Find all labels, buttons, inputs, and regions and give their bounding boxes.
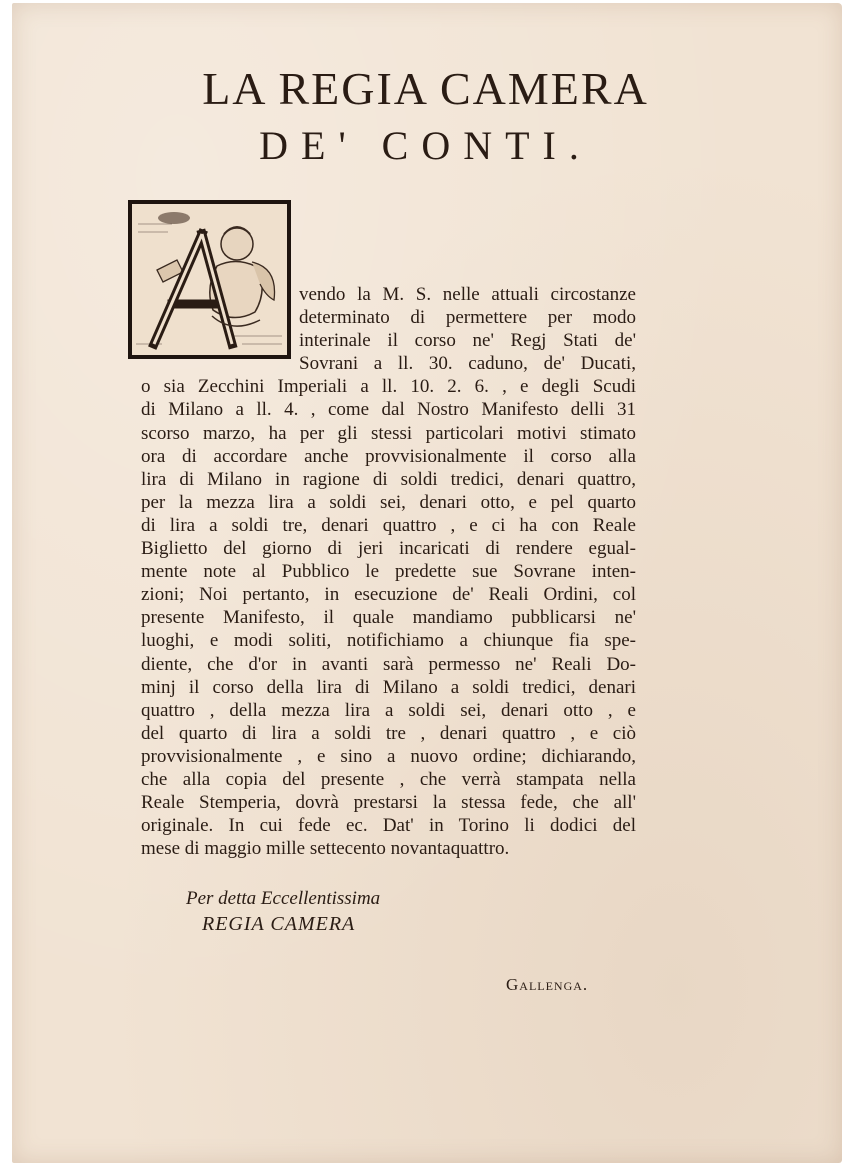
body-line: di lira a soldi tre, denari quattro , e ci ha con Reale <box>141 514 636 536</box>
body-line: ora di accordare anche provvisionalmente il corso alla <box>141 445 636 467</box>
body-line: lira di Milano in ragione di soldi tredici, denari quattro, <box>141 468 636 490</box>
body-line: minj il corso della lira di Milano a soldi tredici, denari <box>141 676 636 698</box>
document-subtitle: DE' CONTI. <box>259 123 592 168</box>
body-line: quattro , della mezza lira a soldi sei, denari otto , e <box>141 699 636 721</box>
body-line: originale. In cui fede ec. Dat' in Torino li dodici del <box>141 815 636 837</box>
proclamation-body <box>141 283 636 860</box>
body-line: per la mezza lira a soldi sei, denari otto, e pel quarto <box>141 491 636 513</box>
body-line: del quarto di lira a soldi tre , denari quattro , e ciò <box>141 722 636 744</box>
body-line: di Milano a ll. 4. , come dal Nostro Manifesto delli 31 <box>141 399 636 421</box>
body-line: Biglietto del giorno di jeri incaricati di rendere egual- <box>141 538 636 560</box>
body-line: determinato di permettere per modo <box>299 307 636 329</box>
body-line: Sovrani a ll. 30. caduno, de' Ducati, <box>299 353 636 375</box>
body-line: mente note al Pubblico le predette sue Sovrane inten- <box>141 561 636 583</box>
body-line: vendo la M. S. nelle attuali circostanze <box>299 284 636 305</box>
body-line: interinale il corso ne' Regj Stati de' <box>299 330 636 352</box>
body-line: luoghi, e modi soliti, notifichiamo a chiunque fia spe- <box>141 630 636 652</box>
signature-line-1: Per detta Eccellentissima <box>186 888 381 909</box>
signer-name: Gallenga. <box>506 975 589 994</box>
body-line: o sia Zecchini Imperiali a ll. 10. 2. 6. , e degli Scudi <box>141 376 636 398</box>
body-line: zioni; Noi pertanto, in esecuzione de' Reali Ordini, col <box>141 584 636 606</box>
body-line: presente Manifesto, il quale mandiamo pubblicarsi ne' <box>141 607 636 629</box>
body-line: provvisionalmente , e sino a nuovo ordine; dichiarando, <box>141 745 636 767</box>
body-line: diente, che d'or in avanti sarà permesso ne' Reali Do- <box>141 653 636 675</box>
body-line: che alla copia del presente , che verrà stampata nella <box>141 768 636 790</box>
body-line: Reale Stemperia, dovrà prestarsi la stessa fede, che all' <box>141 792 636 814</box>
document-title: LA REGIA CAMERA <box>202 63 649 114</box>
signature-line-2: REGIA CAMERA <box>202 913 356 935</box>
body-line: mese di maggio mille settecento novantaquattro. <box>141 838 510 860</box>
body-line: scorso marzo, ha per gli stessi particolari motivi stimato <box>141 422 636 444</box>
